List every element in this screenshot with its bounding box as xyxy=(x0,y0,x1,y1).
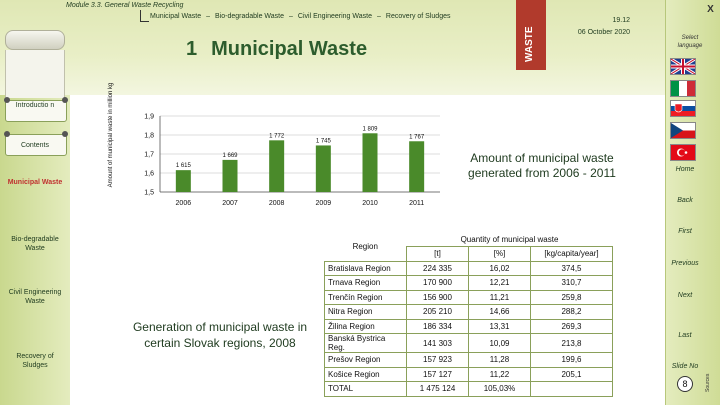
nav-bracket xyxy=(140,10,149,22)
flag-slovakia-graphic xyxy=(671,101,695,116)
back-button[interactable]: Back xyxy=(677,197,693,204)
y-tick-label: 1,8 xyxy=(144,132,154,140)
bullet-icon xyxy=(62,97,68,103)
bullet-icon xyxy=(4,131,10,137)
slide-number: 8 xyxy=(677,376,693,392)
percent-cell: 12,21 xyxy=(469,276,531,291)
percent-cell: 11,28 xyxy=(469,353,531,368)
x-tick-label: 2011 xyxy=(409,200,425,207)
sources-link[interactable]: Sources xyxy=(705,373,711,392)
tonnes-cell: 170 900 xyxy=(407,276,469,291)
unit-pct: [%] xyxy=(469,247,531,262)
region-cell: Bratislava Region xyxy=(325,261,407,276)
per-capita-cell: 199,6 xyxy=(531,353,613,368)
per-capita-cell: 269,3 xyxy=(531,319,613,334)
region-cell: Košice Region xyxy=(325,367,407,382)
top-nav: Municipal Waste – Bio-degradable Waste – Civil Engineering Waste – Recovery of Sludges xyxy=(150,13,451,20)
table-row xyxy=(325,305,613,320)
waste-logo xyxy=(516,0,546,70)
time: 19.12 xyxy=(612,17,630,24)
per-capita-cell: 288,2 xyxy=(531,305,613,320)
table-row xyxy=(325,382,613,397)
region-header: Region xyxy=(352,241,378,251)
x-tick-label: 2009 xyxy=(315,200,332,207)
chart-title: Amount of municipal waste generated from 2006 - 2011 xyxy=(468,151,616,180)
tonnes-cell: 141 303 xyxy=(407,334,469,353)
table-body xyxy=(325,261,613,396)
flag-turkey-graphic xyxy=(671,145,695,160)
sidebar-item-municipal-waste[interactable]: Municipal Waste xyxy=(7,179,63,186)
bar xyxy=(176,170,191,192)
select-language-label: Select language xyxy=(677,35,703,49)
per-capita-cell: 205,1 xyxy=(531,367,613,382)
y-tick-label: 1,6 xyxy=(144,170,154,178)
flag-czech-icon[interactable] xyxy=(670,122,696,139)
region-cell: Žilina Region xyxy=(325,319,407,334)
quantity-header: Quantity of municipal waste xyxy=(460,234,559,244)
paper-roll-icon xyxy=(5,30,65,50)
bar-value-label: 1 767 xyxy=(409,134,425,141)
per-capita-cell: 310,7 xyxy=(531,276,613,291)
sidebar-item-label: Introductio n xyxy=(15,102,55,109)
x-tick-label: 2010 xyxy=(362,200,378,207)
close-button[interactable]: X xyxy=(707,4,714,15)
date: 06 October 2020 xyxy=(577,29,630,36)
home-button[interactable]: Home xyxy=(675,166,695,173)
bar-value-label: 1 745 xyxy=(315,138,331,145)
region-cell: TOTAL xyxy=(325,382,407,397)
sidebar-item-biodegradable-waste[interactable]: Bio-degradable Waste xyxy=(11,236,59,252)
flag-turkey-icon[interactable] xyxy=(670,144,696,161)
bullet-icon xyxy=(4,97,10,103)
tonnes-cell: 157 127 xyxy=(407,367,469,382)
percent-cell: 11,22 xyxy=(469,367,531,382)
first-button[interactable]: First xyxy=(678,228,692,235)
last-button[interactable]: Last xyxy=(678,332,692,339)
percent-cell: 16,02 xyxy=(469,261,531,276)
region-table xyxy=(324,232,613,397)
flag-italy-graphic xyxy=(671,81,695,96)
bar-chart xyxy=(136,110,446,230)
title-text: Municipal Waste xyxy=(211,38,368,60)
tonnes-cell: 205 210 xyxy=(407,305,469,320)
region-cell: Nitra Region xyxy=(325,305,407,320)
sidebar-item-recovery-of-sludges[interactable]: Recovery of Sludges xyxy=(16,353,54,369)
table-row xyxy=(325,276,613,291)
tonnes-cell: 186 334 xyxy=(407,319,469,334)
slide-no-label: Slide No xyxy=(671,363,699,370)
next-button[interactable]: Next xyxy=(677,292,693,299)
nav-municipal-waste[interactable]: Municipal Waste xyxy=(150,13,202,20)
percent-cell: 10,09 xyxy=(469,334,531,353)
bullet-icon xyxy=(62,131,68,137)
per-capita-cell xyxy=(531,382,613,397)
tonnes-cell: 156 900 xyxy=(407,290,469,305)
x-tick-label: 2008 xyxy=(268,200,285,207)
bar xyxy=(269,140,284,192)
previous-button[interactable]: Previous xyxy=(671,260,699,267)
percent-cell: 105,03% xyxy=(469,382,531,397)
page-title xyxy=(186,38,367,61)
table-row xyxy=(325,261,613,276)
bar-value-label: 1 615 xyxy=(175,163,191,170)
x-tick-label: 2006 xyxy=(175,200,192,207)
bar-value-label: 1 669 xyxy=(222,152,238,159)
table-row xyxy=(325,353,613,368)
percent-cell: 14,66 xyxy=(469,305,531,320)
map-caption: Generation of municipal waste in certain Slovak regions, 2008 xyxy=(132,320,308,350)
region-cell: Prešov Region xyxy=(325,353,407,368)
unit-t: [t] xyxy=(407,247,469,262)
paper-sheet xyxy=(5,50,65,98)
unit-kg: [kg/capita/year] xyxy=(531,247,613,262)
percent-cell: 11,21 xyxy=(469,290,531,305)
flag-slovakia-icon[interactable] xyxy=(670,100,696,117)
tonnes-cell: 1 475 124 xyxy=(407,382,469,397)
tonnes-cell: 157 923 xyxy=(407,353,469,368)
nav-recovery-of-sludges[interactable]: Recovery of Sludges xyxy=(385,13,451,20)
title-number: 1 xyxy=(186,38,198,60)
sidebar-item-civil-engineering-waste[interactable]: Civil Engineering Waste xyxy=(8,289,62,305)
bar-value-label: 1 772 xyxy=(269,133,285,140)
nav-civil-engineering-waste[interactable]: Civil Engineering Waste xyxy=(297,13,372,20)
table-row xyxy=(325,334,613,353)
flag-uk-icon[interactable] xyxy=(670,58,696,75)
logo-text: WASTE xyxy=(524,26,535,62)
date-time xyxy=(560,15,630,39)
bar xyxy=(409,141,424,192)
percent-cell: 13,31 xyxy=(469,319,531,334)
sidebar-item-label: Contents xyxy=(20,142,50,149)
region-cell: Trnava Region xyxy=(325,276,407,291)
table-header-row xyxy=(325,232,613,247)
bar xyxy=(223,160,238,192)
module-label: Module 3.3. General Waste Recycling xyxy=(66,2,184,9)
tonnes-cell: 224 335 xyxy=(407,261,469,276)
table-row xyxy=(325,290,613,305)
region-cell: Banská Bystrica Reg. xyxy=(325,334,407,353)
chart-y-axis-label: Amount of municipal waste in million kg xyxy=(108,82,114,188)
y-tick-label: 1,5 xyxy=(144,189,154,197)
per-capita-cell: 259,8 xyxy=(531,290,613,305)
y-tick-label: 1,9 xyxy=(144,113,154,121)
flag-italy-icon[interactable] xyxy=(670,80,696,97)
bar-value-label: 1 809 xyxy=(362,126,378,133)
per-capita-cell: 213,8 xyxy=(531,334,613,353)
table-row xyxy=(325,367,613,382)
nav-biodegradable-waste[interactable]: Bio-degradable Waste xyxy=(215,13,285,20)
x-tick-label: 2007 xyxy=(222,200,238,207)
per-capita-cell: 374,5 xyxy=(531,261,613,276)
table-row xyxy=(325,319,613,334)
bar xyxy=(316,145,331,192)
y-tick-label: 1,7 xyxy=(144,151,154,159)
flag-czech-graphic xyxy=(671,123,695,138)
bar xyxy=(363,133,378,192)
region-cell: Trenčín Region xyxy=(325,290,407,305)
flag-uk-graphic xyxy=(671,59,695,74)
